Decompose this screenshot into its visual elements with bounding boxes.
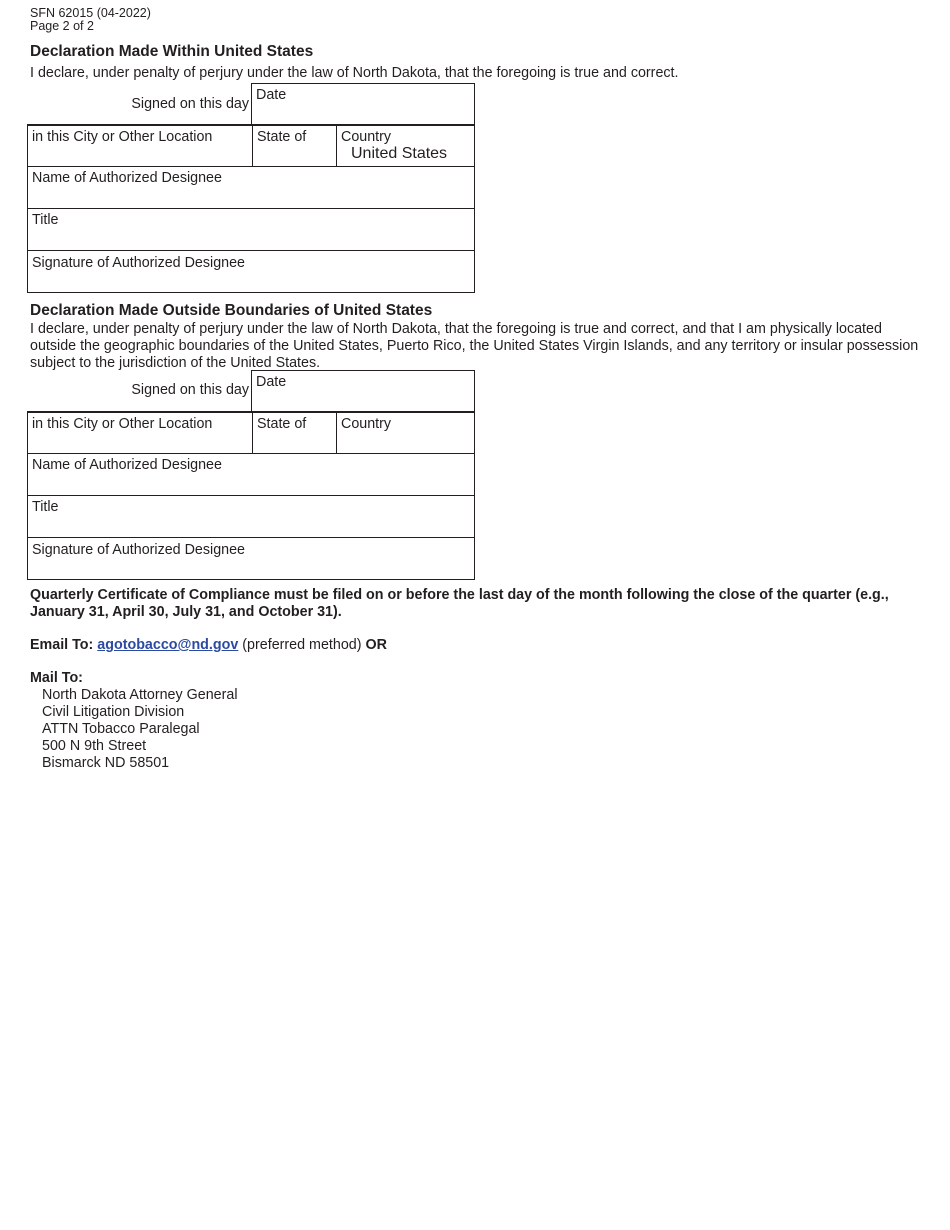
country-label: Country (341, 416, 392, 432)
title-label: Title (32, 499, 59, 515)
country-label: Country (341, 129, 392, 145)
city-label: in this City or Other Location (32, 129, 213, 145)
country-value: United States (351, 145, 448, 162)
form-number: SFN 62015 (04-2022) (30, 6, 151, 20)
country-field[interactable] (336, 413, 474, 453)
email-label: Email To: (30, 637, 94, 653)
city-field[interactable] (28, 126, 252, 166)
mail-address-line: Bismarck ND 58501 (42, 755, 170, 771)
within-us-declaration: I declare, under penalty of perjury under the law of North Dakota, that the foregoing is true and correct. (30, 65, 679, 81)
state-field[interactable] (252, 126, 336, 166)
designee-name-label: Name of Authorized Designee (32, 170, 222, 186)
within-us-table (27, 83, 475, 293)
outside-us-heading: Declaration Made Outside Boundaries of United States (30, 302, 433, 319)
signature-field[interactable] (27, 251, 475, 293)
signature-label: Signature of Authorized Designee (32, 255, 246, 271)
country-field[interactable] (336, 126, 474, 166)
city-field[interactable] (28, 413, 252, 453)
signed-row (27, 83, 475, 125)
date-label: Date (256, 87, 287, 103)
city-label: in this City or Other Location (32, 416, 213, 432)
designee-name-field[interactable] (27, 454, 475, 496)
signature-field[interactable] (27, 538, 475, 580)
state-field[interactable] (252, 413, 336, 453)
location-row (27, 412, 475, 454)
outside-us-declaration: I declare, under penalty of perjury under the law of North Dakota, that the foregoing is true and correct, and that I am physically located outside the geographic boundaries of the United States, Puerto Rico, the United States Virgin Islands, and any territory or insular possession subject to the jurisdiction of the United States. (30, 321, 919, 371)
email-instructions (30, 637, 387, 653)
signed-label: Signed on this day (131, 382, 249, 398)
signature-label: Signature of Authorized Designee (32, 542, 246, 558)
email-link[interactable]: agotobacco@nd.gov (97, 637, 239, 653)
email-or: OR (365, 637, 387, 653)
outside-us-table (27, 370, 475, 580)
form-identifier (30, 7, 151, 33)
mail-instructions (30, 670, 238, 772)
location-row (27, 125, 475, 167)
email-note: (preferred method) (242, 637, 362, 653)
designee-name-label: Name of Authorized Designee (32, 457, 222, 473)
page-number: Page 2 of 2 (30, 19, 94, 33)
signed-row (27, 370, 475, 412)
state-label: State of (257, 129, 307, 145)
designee-name-field[interactable] (27, 167, 475, 209)
date-field[interactable] (251, 83, 474, 124)
filing-deadline-note: Quarterly Certificate of Compliance must be filed on or before the last day of the month following the close of the quarter (e.g., January 31, April 30, July 31, and October 31). (30, 587, 889, 620)
mail-address-line: ATTN Tobacco Paralegal (42, 721, 200, 737)
mail-address-line: North Dakota Attorney General (42, 687, 238, 703)
state-label: State of (257, 416, 307, 432)
mail-address-line: 500 N 9th Street (42, 738, 147, 754)
title-label: Title (32, 212, 59, 228)
signed-label: Signed on this day (131, 96, 249, 112)
date-field[interactable] (251, 370, 474, 411)
date-label: Date (256, 374, 287, 390)
signed-label-cell (27, 370, 251, 411)
mail-address-line: Civil Litigation Division (42, 704, 185, 720)
mail-label: Mail To: (30, 670, 83, 686)
within-us-heading: Declaration Made Within United States (30, 43, 314, 60)
title-field[interactable] (27, 496, 475, 538)
signed-label-cell (27, 83, 251, 124)
title-field[interactable] (27, 209, 475, 251)
